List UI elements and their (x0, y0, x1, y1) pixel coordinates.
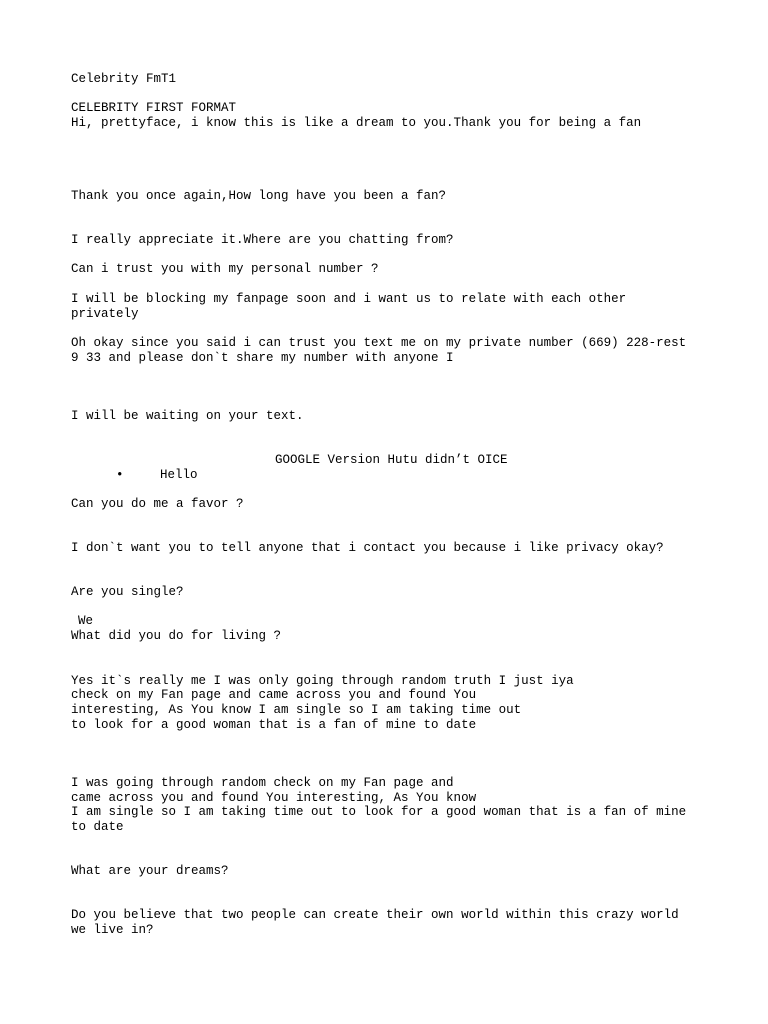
text-line: Oh okay since you said i can trust you text me on my private number (669) 228-rest (71, 336, 687, 350)
text-line: I will be waiting on your text. (71, 409, 304, 423)
bullet-glyph: • (116, 468, 124, 482)
text-line: I don`t want you to tell anyone that i contact you because i like privacy okay? (71, 541, 664, 555)
text-line: came across you and found You interesting, As You know (71, 791, 477, 805)
text-line: interesting, As You know I am single so I am taking time out (71, 703, 522, 717)
text-line: What are your dreams? (71, 864, 229, 878)
text-line: I was going through random check on my Fan page and (71, 776, 454, 790)
text-line: I really appreciate it.Where are you chatting from? (71, 233, 454, 247)
text-line: Yes it`s really me I was only going through random truth I just iya (71, 674, 574, 688)
text-line: Do you believe that two people can create their own world within this crazy world (71, 908, 679, 922)
text-line: Thank you once again,How long have you been a fan? (71, 189, 447, 203)
text-line: 9 33 and please don`t share my number with anyone I (71, 351, 454, 365)
text-line: Hi, prettyface, i know this is like a dream to you.Thank you for being a fan (71, 116, 642, 130)
text-line: we live in? (71, 923, 154, 937)
text-line: Can i trust you with my personal number ? (71, 262, 379, 276)
text-line: to look for a good woman that is a fan of mine to date (71, 718, 477, 732)
text-line: What did you do for living ? (71, 629, 282, 643)
centered-heading: GOOGLE Version Hutu didn’t OICE (275, 453, 508, 467)
text-line: to date (71, 820, 124, 834)
text-line: I am single so I am taking time out to look for a good woman that is a fan of mine (71, 805, 687, 819)
text-line: Can you do me a favor ? (71, 497, 244, 511)
section-title: CELEBRITY FIRST FORMAT (71, 101, 237, 115)
text-line: privately (71, 307, 139, 321)
document-header: Celebrity FmT1 (71, 72, 177, 86)
bullet-item: Hello (160, 468, 198, 482)
text-line: We (78, 614, 94, 628)
text-line: I will be blocking my fanpage soon and i want us to relate with each other (71, 292, 627, 306)
text-line: Are you single? (71, 585, 184, 599)
text-line: check on my Fan page and came across you and found You (71, 688, 477, 702)
